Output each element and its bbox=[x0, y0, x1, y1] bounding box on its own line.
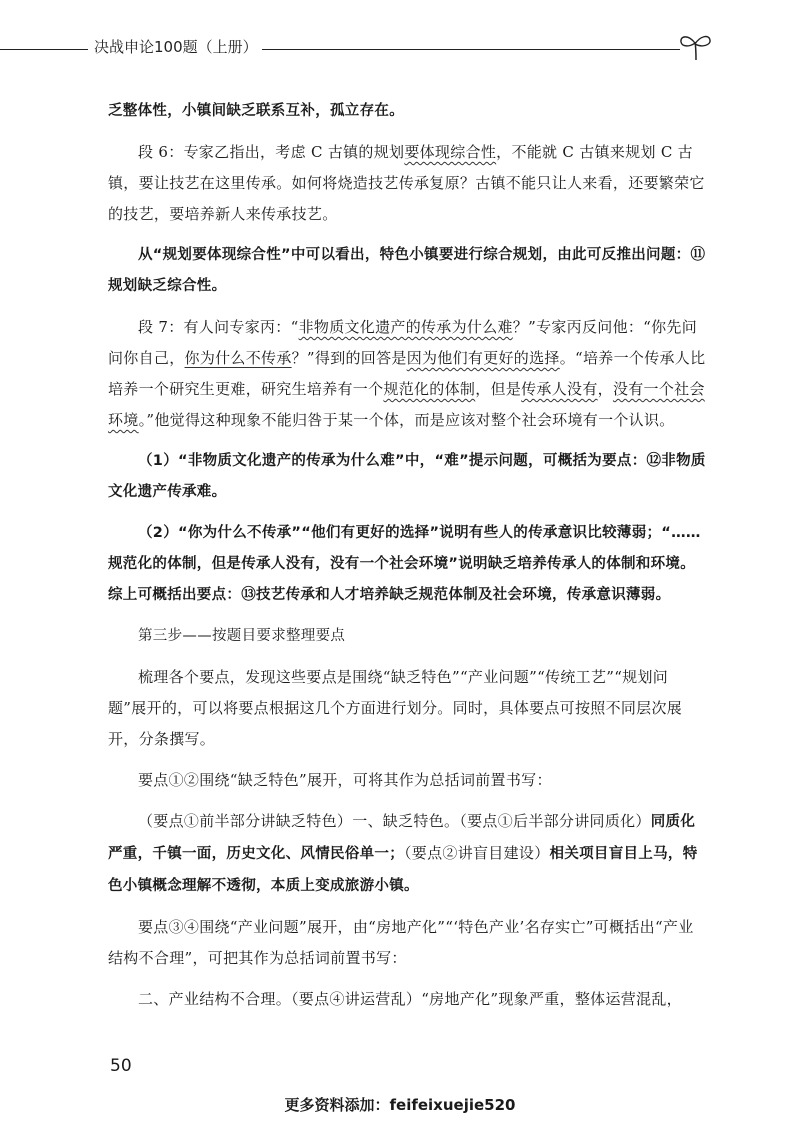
text-segment: （要点②讲盲目建设） bbox=[404, 844, 550, 862]
paragraph-p9 bbox=[108, 806, 706, 902]
header-rule-left bbox=[0, 49, 88, 50]
paragraph-p0: 乏整体性，小镇间缺乏联系互补，孤立存在。 bbox=[108, 103, 404, 119]
text-segment: 你为什么不传承 bbox=[184, 349, 292, 367]
footer-note: 更多资料添加：feifeixuejie520 bbox=[284, 1096, 516, 1114]
header-title: 决战申论100题（上册） bbox=[94, 38, 258, 56]
text-segment: ， bbox=[597, 380, 613, 398]
text-segment: ，不能就 C 古镇来规划 C 古镇，要让技艺在这里传承。如何将烧造技艺传承复原？古镇不能只让人来看，还要繁荣它的技艺，要培养新人来传承技艺。 bbox=[108, 143, 705, 223]
text-segment: 没有一个社会环境 bbox=[108, 380, 705, 429]
text-segment: ？”专家丙反问他：“你先问问你自己， bbox=[108, 318, 698, 367]
text-segment: （要点①后半部分讲同质化） bbox=[459, 812, 651, 830]
paragraph-p3 bbox=[108, 312, 706, 436]
text-segment: 非物质文化遗产的传承为什么难 bbox=[298, 318, 513, 336]
text-segment: 传承人没有 bbox=[521, 380, 598, 398]
paragraph-p4: （1）“非物质文化遗产的传承为什么难”中，“难”提示问题，可概括为要点：⑫非物质文化遗产传承难。 bbox=[108, 453, 706, 500]
text-segment: ？”得到的回答是 bbox=[291, 349, 407, 367]
paragraph-p10: 要点③④围绕“产业问题”展开，由“房地产化”“‘特色产业’名存实亡”可概括出“产业结构不合理”，可把其作为总括词前置书写： bbox=[108, 918, 694, 967]
sprout-icon bbox=[676, 30, 716, 62]
text-segment: 段 7：有人问专家丙：“ bbox=[138, 318, 299, 336]
text-segment: 要体现综合性 bbox=[404, 143, 497, 161]
paragraph-p1 bbox=[108, 137, 706, 230]
paragraph-p8: 要点①②围绕“缺乏特色”展开，可将其作为总括词前置书写： bbox=[138, 771, 552, 789]
text-segment: 因为他们有更好的选择 bbox=[406, 349, 560, 367]
running-header bbox=[0, 30, 800, 70]
paragraph-p2: 从“规划要体现综合性”中可以看出，特色小镇要进行综合规划，由此可反推出问题：⑪规划缺乏综合性。 bbox=[108, 247, 706, 294]
text-segment: 规范化的体制 bbox=[383, 380, 476, 398]
page-number: 50 bbox=[110, 1056, 132, 1076]
paragraph-p5: （2）“你为什么不传承”“他们有更好的选择”说明有些人的传承意识比较薄弱；“……规范化的体制，但是传承人没有，没有一个社会环境”说明缺乏培养传承人的体制和环境。综上可概括出要点：⑬技艺传承和人才培养缺乏规范体制及社会环境，传承意识薄弱。 bbox=[108, 525, 701, 603]
text-segment: 相关项目盲目上马，特色小镇概念理解不透彻，本质上变成旅游小镇。 bbox=[108, 846, 698, 894]
text-segment: 段 6：专家乙指出，考虑 C 古镇的规划 bbox=[138, 143, 405, 161]
paragraph-p7: 梳理各个要点，发现这些要点是围绕“缺乏特色”“产业问题”“传统工艺”“规划问题”展开的，可以将要点根据这几个方面进行划分。同时，具体要点可按照不同层次展开，分条撰写。 bbox=[108, 668, 683, 748]
text-segment: （要点①前半部分讲缺乏特色）一、缺乏特色。 bbox=[138, 812, 460, 830]
page-body bbox=[108, 96, 706, 1025]
text-segment: 。“培养一个传承人比培养一个研究生更难，研究生培养有一个 bbox=[108, 349, 706, 398]
header-rule-right bbox=[262, 49, 680, 50]
paragraph-p6: 第三步——按题目要求整理要点 bbox=[138, 628, 346, 644]
text-segment: 。”他觉得这种现象不能归咎于某一个体，而是应该对整个社会环境有一个认识。 bbox=[138, 411, 675, 429]
paragraph-p11: 二、产业结构不合理。（要点④讲运营乱）“房地产化”现象严重，整体运营混乱， bbox=[138, 990, 682, 1008]
text-segment: ，但是 bbox=[475, 380, 522, 398]
text-segment: 同质化严重，千镇一面，历史文化、风情民俗单一； bbox=[108, 814, 696, 862]
